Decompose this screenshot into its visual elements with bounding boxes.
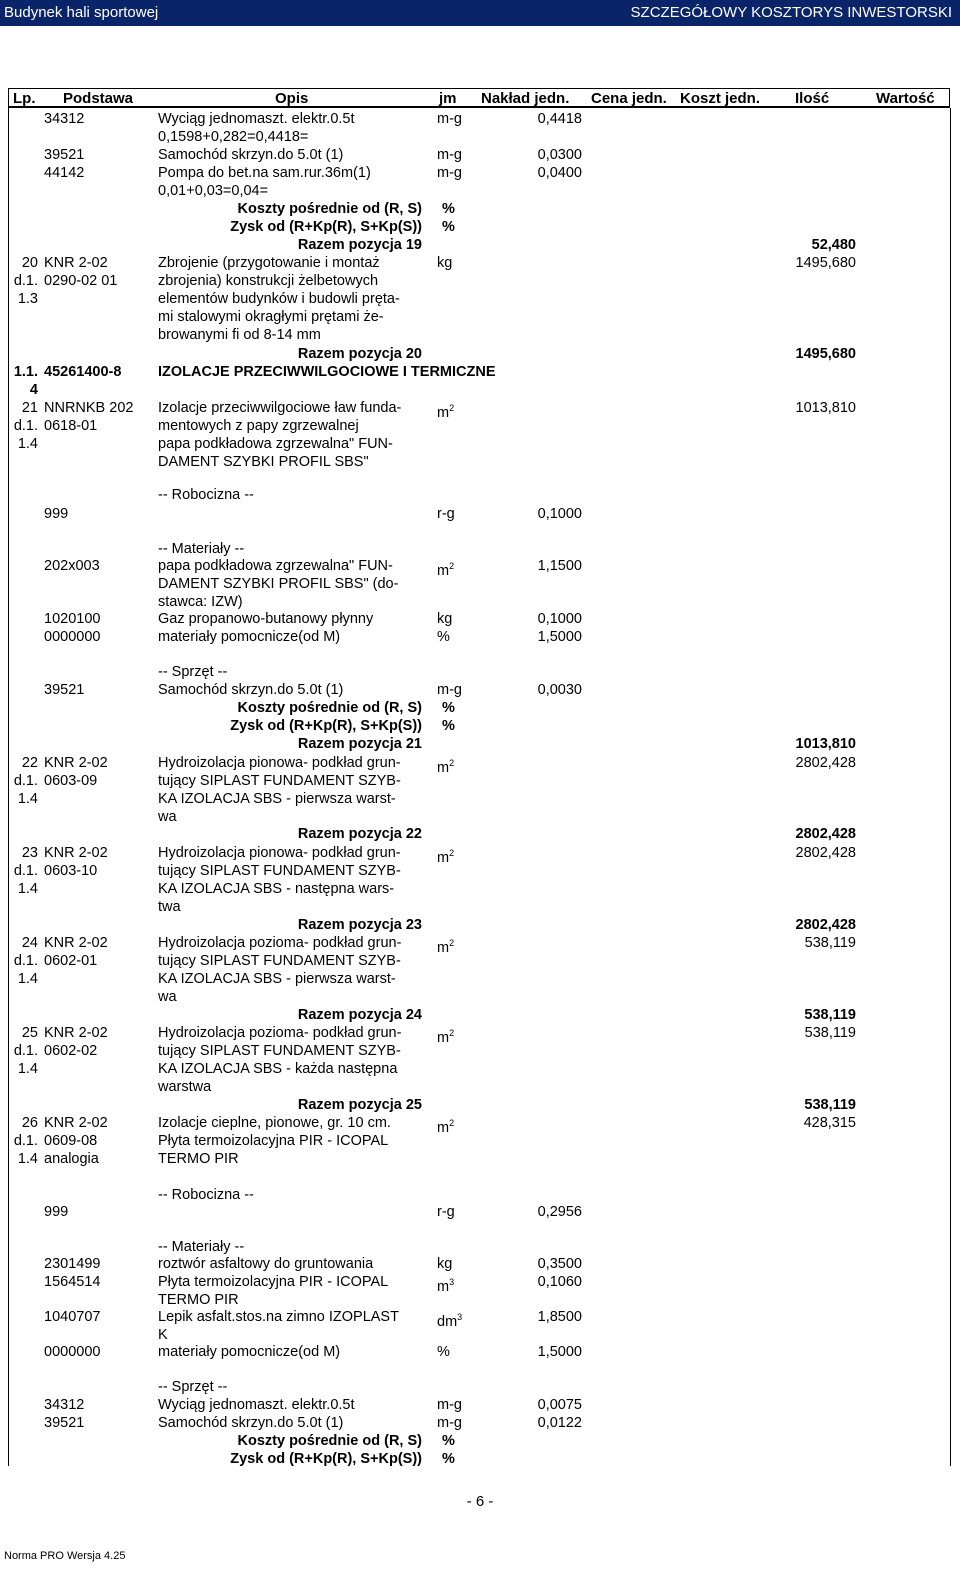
material-unit: $m^3$ (437, 1277, 455, 1295)
material-unit: kg (437, 1256, 453, 1272)
resource-desc: Wyciąg jednomaszt. elektr.0.5t (158, 111, 355, 127)
material-code: 1020100 (44, 611, 101, 627)
robocizna-heading: -- Robocizna -- (158, 487, 254, 503)
position-description: Izolacje przeciwwilgociowe ław funda- (158, 400, 402, 416)
material-naklad: 1,5000 (537, 629, 582, 645)
labor-naklad: 0,1000 (537, 506, 582, 522)
position-basis: KNR 2-02 (44, 935, 108, 951)
material-desc: roztwór asfaltowy do gruntowania (158, 1256, 374, 1272)
material-desc-line: DAMENT SZYBKI PROFIL SBS" (do- (158, 576, 399, 592)
equipment-naklad: 0,0075 (537, 1397, 582, 1413)
position-basis: KNR 2-02 (44, 845, 108, 861)
profit-pct: % (442, 219, 455, 235)
material-code: 0000000 (44, 629, 101, 645)
position-total-label: Razem pozycja 21 (297, 736, 422, 752)
position-number: 1.4 (17, 1151, 38, 1167)
position-quantity: 538,119 (804, 1025, 856, 1041)
material-desc-line: papa podkładowa zgrzewalna" FUN- (158, 558, 393, 574)
position-basis: 0603-09 (44, 773, 98, 789)
profit-pct: % (442, 1451, 455, 1467)
position-description: KA IZOLACJA SBS - pierwsza warst- (158, 971, 396, 987)
position-number: 20 (21, 255, 38, 271)
position-description: Hydroizolacja pozioma- podkład grun- (158, 1025, 402, 1041)
position-description: wa (158, 989, 177, 1005)
position-description: KA IZOLACJA SBS - pierwsza warst- (158, 791, 396, 807)
labor-naklad: 0,2956 (537, 1204, 582, 1220)
position-number: 22 (21, 755, 38, 771)
material-naklad: 0,1000 (537, 611, 582, 627)
position-description: tujący SIPLAST FUNDAMENT SZYB- (158, 773, 401, 789)
resource-unit: m-g (437, 147, 462, 163)
profit-label: Zysk od (R+Kp(R), S+Kp(S)) (230, 1451, 422, 1467)
material-unit: $m^2$ (437, 561, 455, 579)
position-number: d.1. (13, 1133, 38, 1149)
col-jm: jm (439, 90, 457, 107)
position-basis: 0618-01 (44, 418, 98, 434)
position-total-label: Razem pozycja 25 (297, 1097, 422, 1113)
robocizna-heading: -- Robocizna -- (158, 1187, 254, 1203)
position-description: Hydroizolacja pionowa- podkład grun- (158, 845, 401, 861)
material-unit: % (437, 1344, 450, 1360)
position-quantity: 538,119 (804, 935, 856, 951)
material-desc-line: TERMO PIR (158, 1292, 239, 1308)
material-code: 202x003 (44, 558, 100, 574)
position-description: wa (158, 809, 177, 825)
resource-naklad: 0,4418 (537, 111, 582, 127)
resource-desc: Samochód skrzyn.do 5.0t (1) (158, 147, 344, 163)
position-basis: 0603-10 (44, 863, 98, 879)
position-number: 23 (21, 845, 38, 861)
material-desc-line: Płyta termoizolacyjna PIR - ICOPAL (158, 1274, 389, 1290)
position-description: Izolacje cieplne, pionowe, gr. 10 cm. (158, 1115, 391, 1131)
resource-unit: m-g (437, 111, 462, 127)
material-code: 2301499 (44, 1256, 101, 1272)
materialy-heading: -- Materiały -- (158, 1239, 245, 1255)
material-naklad: 1,8500 (537, 1309, 582, 1325)
equipment-desc: Samochód skrzyn.do 5.0t (1) (158, 1415, 344, 1431)
material-naklad: 0,1060 (537, 1274, 582, 1290)
position-total-label: Razem pozycja 22 (297, 826, 422, 842)
overhead-pct: % (442, 700, 455, 716)
section-title: IZOLACJE PRZECIWWILGOCIOWE I TERMICZNE (158, 364, 496, 380)
col-podstawa: Podstawa (63, 90, 134, 107)
equipment-unit: m-g (437, 1397, 462, 1413)
equipment-naklad: 0,0122 (537, 1415, 582, 1431)
position-basis: KNR 2-02 (44, 1115, 108, 1131)
calc-line: 0,1598+0,282=0,4418= (158, 129, 309, 145)
material-unit: $dm^3$ (437, 1312, 463, 1330)
position-number: 25 (21, 1025, 38, 1041)
position-description: KA IZOLACJA SBS - następna wars- (158, 881, 395, 897)
equipment-unit: m-g (437, 682, 462, 698)
material-desc-line: K (158, 1327, 168, 1343)
position-number: 1.4 (17, 791, 38, 807)
material-desc-line: stawca: IZW) (158, 594, 243, 610)
position-description: twa (158, 899, 181, 915)
position-description: Zbrojenie (przygotowanie i montaż (158, 255, 380, 271)
position-description: zbrojenia) konstrukcji żelbetowych (158, 273, 379, 289)
overhead-label: Koszty pośrednie od (R, S) (237, 201, 422, 217)
position-description: papa podkładowa zgrzewalna" FUN- (158, 436, 393, 452)
resource-code: 34312 (44, 111, 85, 127)
position-unit: kg (437, 255, 453, 271)
calc-line: 0,01+0,03=0,04= (158, 183, 269, 199)
resource-desc: Pompa do bet.na sam.rur.36m(1) (158, 165, 371, 181)
position-total-value: 2802,428 (795, 917, 856, 933)
position-quantity: 1495,680 (795, 255, 856, 271)
document-title: Budynek hali sportowej (4, 4, 159, 21)
position-total-label: Razem pozycja 24 (297, 1007, 422, 1023)
position-number: 1.4 (17, 881, 38, 897)
position-total-value: 538,119 (804, 1007, 856, 1023)
position-description: warstwa (158, 1079, 212, 1095)
position-description: tujący SIPLAST FUNDAMENT SZYB- (158, 953, 401, 969)
material-unit: kg (437, 611, 453, 627)
position-description: Hydroizolacja pionowa- podkład grun- (158, 755, 401, 771)
table-border-left (8, 108, 9, 1466)
material-naklad: 0,3500 (537, 1256, 582, 1272)
position-basis: KNR 2-02 (44, 755, 108, 771)
overhead-pct: % (442, 201, 455, 217)
position-basis: KNR 2-02 (44, 1025, 108, 1041)
equipment-unit: m-g (437, 1415, 462, 1431)
document-header-bar (0, 0, 960, 26)
position-basis: KNR 2-02 (44, 255, 108, 271)
position-number: 21 (21, 400, 38, 416)
position-description: elementów budynków i budowli pręta- (158, 291, 400, 307)
position-number: d.1. (13, 418, 38, 434)
position-description: Płyta termoizolacyjna PIR - ICOPAL (158, 1133, 389, 1149)
position-description: tujący SIPLAST FUNDAMENT SZYB- (158, 1043, 401, 1059)
labor-code: 999 (44, 506, 69, 522)
position-description: mentowych z papy zgrzewalnej (158, 418, 359, 434)
section-code: 45261400-8 (44, 364, 122, 380)
material-code: 1564514 (44, 1274, 101, 1290)
position-description: browanymi fi od 8-14 mm (158, 327, 321, 343)
resource-naklad: 0,0300 (537, 147, 582, 163)
sprzet-heading: -- Sprzęt -- (158, 1379, 228, 1395)
position-total-value: 538,119 (804, 1097, 856, 1113)
position-basis: analogia (44, 1151, 99, 1167)
position-description: tujący SIPLAST FUNDAMENT SZYB- (158, 863, 401, 879)
position-unit: $m^2$ (437, 403, 455, 421)
position-number: 1.4 (17, 436, 38, 452)
position-total-value: 2802,428 (795, 826, 856, 842)
col-ilosc: Ilość (795, 90, 830, 107)
profit-pct: % (442, 718, 455, 734)
labor-code: 999 (44, 1204, 69, 1220)
equipment-code: 34312 (44, 1397, 85, 1413)
equipment-desc: Samochód skrzyn.do 5.0t (1) (158, 682, 344, 698)
equipment-code: 39521 (44, 1415, 85, 1431)
position-number: d.1. (13, 773, 38, 789)
position-total-label: Razem pozycja 20 (297, 346, 422, 362)
labor-unit: r-g (437, 506, 455, 522)
position-number: 24 (21, 935, 38, 951)
position-basis: 0290-02 01 (44, 273, 118, 289)
page-number: - 6 - (466, 1493, 494, 1510)
position-number: d.1. (13, 273, 38, 289)
position-number: d.1. (13, 953, 38, 969)
table-border-right (950, 108, 951, 1466)
document-type: SZCZEGÓŁOWY KOSZTORYS INWESTORSKI (630, 4, 952, 21)
equipment-naklad: 0,0030 (537, 682, 582, 698)
resource-naklad: 0,0400 (537, 165, 582, 181)
position-quantity: 2802,428 (795, 845, 856, 861)
position-unit: $m^2$ (437, 758, 455, 776)
overhead-label: Koszty pośrednie od (R, S) (237, 1433, 422, 1449)
position-total-value: 52,480 (811, 237, 856, 253)
section-number: 4 (29, 382, 38, 398)
position-number: 1.3 (17, 291, 38, 307)
software-footer: Norma PRO Wersja 4.25 (4, 1550, 126, 1562)
equipment-code: 39521 (44, 682, 85, 698)
position-description: mi stalowymi okragłymi prętami że- (158, 309, 384, 325)
position-quantity: 2802,428 (795, 755, 856, 771)
position-description: DAMENT SZYBKI PROFIL SBS" (158, 454, 369, 470)
position-basis: 0609-08 (44, 1133, 98, 1149)
position-quantity: 1013,810 (795, 400, 856, 416)
resource-code: 44142 (44, 165, 85, 181)
material-desc: Gaz propanowo-butanowy płynny (158, 611, 374, 627)
position-unit: $m^2$ (437, 1118, 455, 1136)
material-desc-line: Lepik asfalt.stos.na zimno IZOPLAST (158, 1309, 399, 1325)
position-basis: 0602-01 (44, 953, 98, 969)
position-total-value: 1013,810 (795, 736, 856, 752)
position-description: Hydroizolacja pozioma- podkład grun- (158, 935, 402, 951)
col-lp: Lp. (13, 90, 36, 107)
material-desc: materiały pomocnicze(od M) (158, 629, 341, 645)
overhead-pct: % (442, 1433, 455, 1449)
profit-label: Zysk od (R+Kp(R), S+Kp(S)) (230, 219, 422, 235)
profit-label: Zysk od (R+Kp(R), S+Kp(S)) (230, 718, 422, 734)
position-basis: 0602-02 (44, 1043, 98, 1059)
section-number: 1.1. (13, 364, 38, 380)
material-code: 1040707 (44, 1309, 101, 1325)
col-koszt: Koszt jedn. (680, 90, 761, 107)
labor-unit: r-g (437, 1204, 455, 1220)
position-quantity: 428,315 (803, 1115, 856, 1131)
col-cena: Cena jedn. (591, 90, 667, 107)
position-description: TERMO PIR (158, 1151, 239, 1167)
position-unit: $m^2$ (437, 938, 455, 956)
equipment-desc: Wyciąg jednomaszt. elektr.0.5t (158, 1397, 355, 1413)
position-number: 26 (21, 1115, 38, 1131)
col-naklad: Nakład jedn. (481, 90, 570, 107)
position-number: d.1. (13, 863, 38, 879)
sprzet-heading: -- Sprzęt -- (158, 664, 228, 680)
material-naklad: 1,1500 (537, 558, 582, 574)
table-header (8, 88, 950, 108)
position-total-label: Razem pozycja 19 (297, 237, 422, 253)
material-naklad: 1,5000 (537, 1344, 582, 1360)
position-unit: $m^2$ (437, 1028, 455, 1046)
material-unit: % (437, 629, 450, 645)
overhead-label: Koszty pośrednie od (R, S) (237, 700, 422, 716)
position-total-value: 1495,680 (795, 346, 856, 362)
col-wartosc: Wartość (876, 90, 935, 107)
materialy-heading: -- Materiały -- (158, 541, 245, 557)
col-opis: Opis (275, 90, 309, 107)
position-number: d.1. (13, 1043, 38, 1059)
resource-unit: m-g (437, 165, 462, 181)
position-basis: NNRNKB 202 (44, 400, 134, 416)
position-number: 1.4 (17, 1061, 38, 1077)
material-desc: materiały pomocnicze(od M) (158, 1344, 341, 1360)
resource-code: 39521 (44, 147, 85, 163)
position-total-label: Razem pozycja 23 (297, 917, 422, 933)
position-unit: $m^2$ (437, 848, 455, 866)
position-description: KA IZOLACJA SBS - każda następna (158, 1061, 398, 1077)
position-number: 1.4 (17, 971, 38, 987)
material-code: 0000000 (44, 1344, 101, 1360)
